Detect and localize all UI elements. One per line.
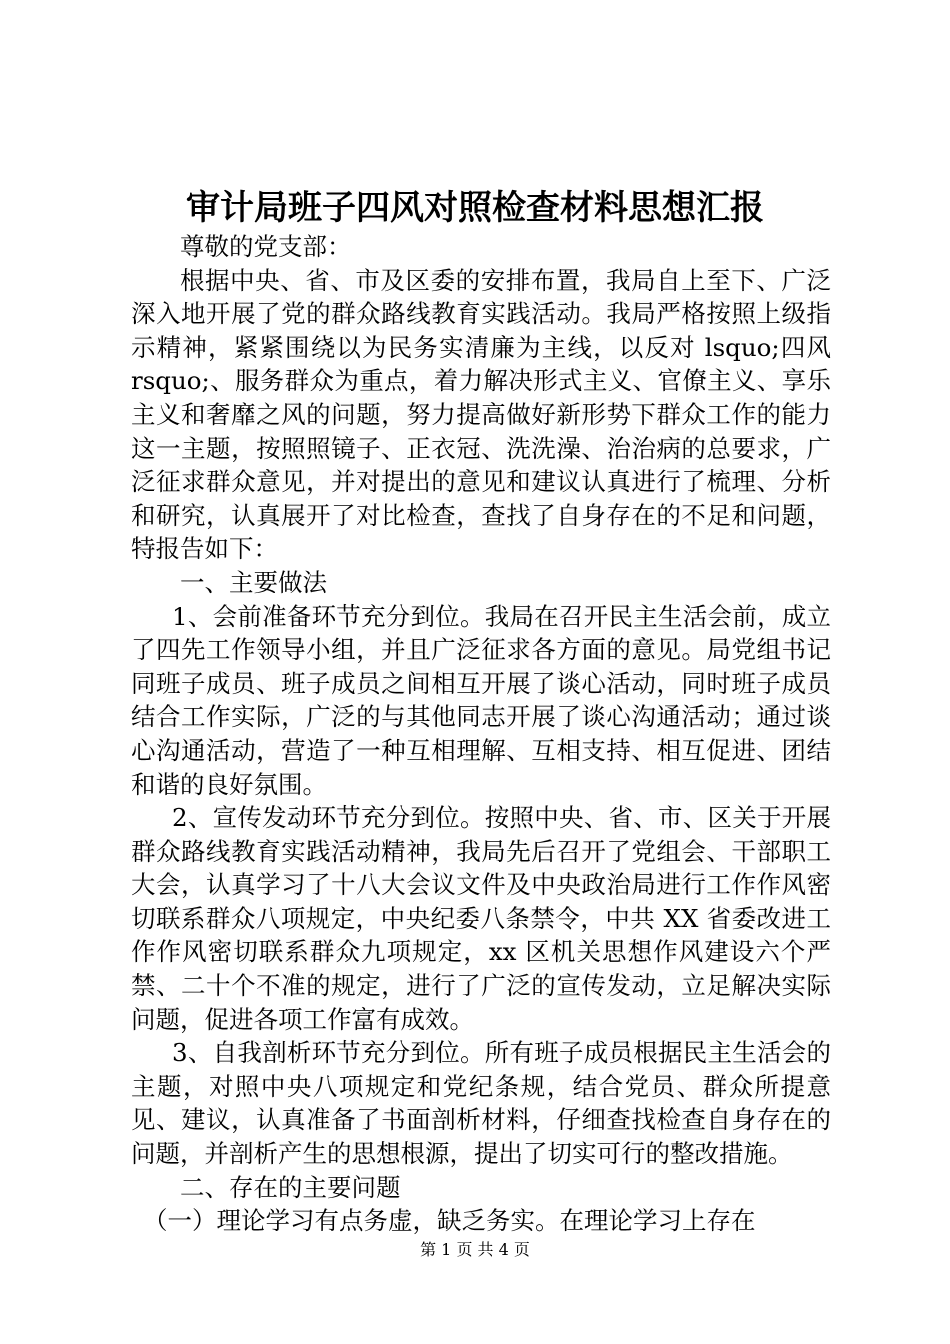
practice-item-1: 1、会前准备环节充分到位。我局在召开民主生活会前，成立了四先工作领导小组，并且广泛征求各方面的意见。局党组书记同班子成员、班子成员之间相互开展了谈心活动，同时班子成员结合工作实际，广泛的与其他同志开展了谈心沟通活动；通过谈心沟通活动，营造了一种互相理解、互相支持、相互促进、团结和谐的良好氛围。: [131, 601, 831, 799]
practice-item-3: 3、自我剖析环节充分到位。所有班子成员根据民主生活会的主题，对照中央八项规定和党纪条规，结合党员、群众所提意见、建议，认真准备了书面剖析材料，仔细查找检查自身存在的问题，并剖析产生的思想根源，提出了切实可行的整改措施。: [131, 1038, 831, 1169]
section-heading-main-practices: 一、主要做法: [180, 567, 327, 597]
problem-item-1: （一）理论学习有点务虚，缺乏务实。在理论学习上存在: [143, 1206, 756, 1236]
intro-paragraph: 根据中央、省、市及区委的安排布置，我局自上至下、广泛深入地开展了党的群众路线教育实践活动。我局严格按照上级指示精神，紧紧围绕以为民务实清廉为主线，以反对 lsquo;四风 rsquo;、服务群众为重点，着力解决形式主义、官僚主义、享乐主义和奢靡之风的问题，努力提高做好新形势下群众工作的能力这一主题，按照照镜子、正衣冠、洗洗澡、治治病的总要求，广泛征求群众意见，并对提出的意见和建议认真进行了梳理、分析和研究，认真展开了对比检查，查找了自身存在的不足和问题，特报告如下：: [131, 265, 831, 564]
page-footer: 第 1 页 共 4 页: [420, 1240, 530, 1259]
salutation: 尊敬的党支部：: [180, 232, 352, 261]
section-heading-main-problems: 二、存在的主要问题: [180, 1172, 401, 1202]
document-body: [131, 230, 831, 1238]
document-title: 审计局班子四风对照检查材料思想汇报: [186, 188, 764, 228]
practice-item-2: 2、宣传发动环节充分到位。按照中央、省、市、区关于开展群众路线教育实践活动精神，我局先后召开了党组会、干部职工大会，认真学习了十八大会议文件及中央政治局进行工作作风密切联系群众八项规定，中央纪委八条禁令，中共 XX 省委改进工作作风密切联系群众九项规定，xx 区机关思想作风建设六个严禁、二十个不准的规定，进行了广泛的宣传发动，立足解决实际问题，促进各项工作富有成效。: [131, 803, 831, 1034]
